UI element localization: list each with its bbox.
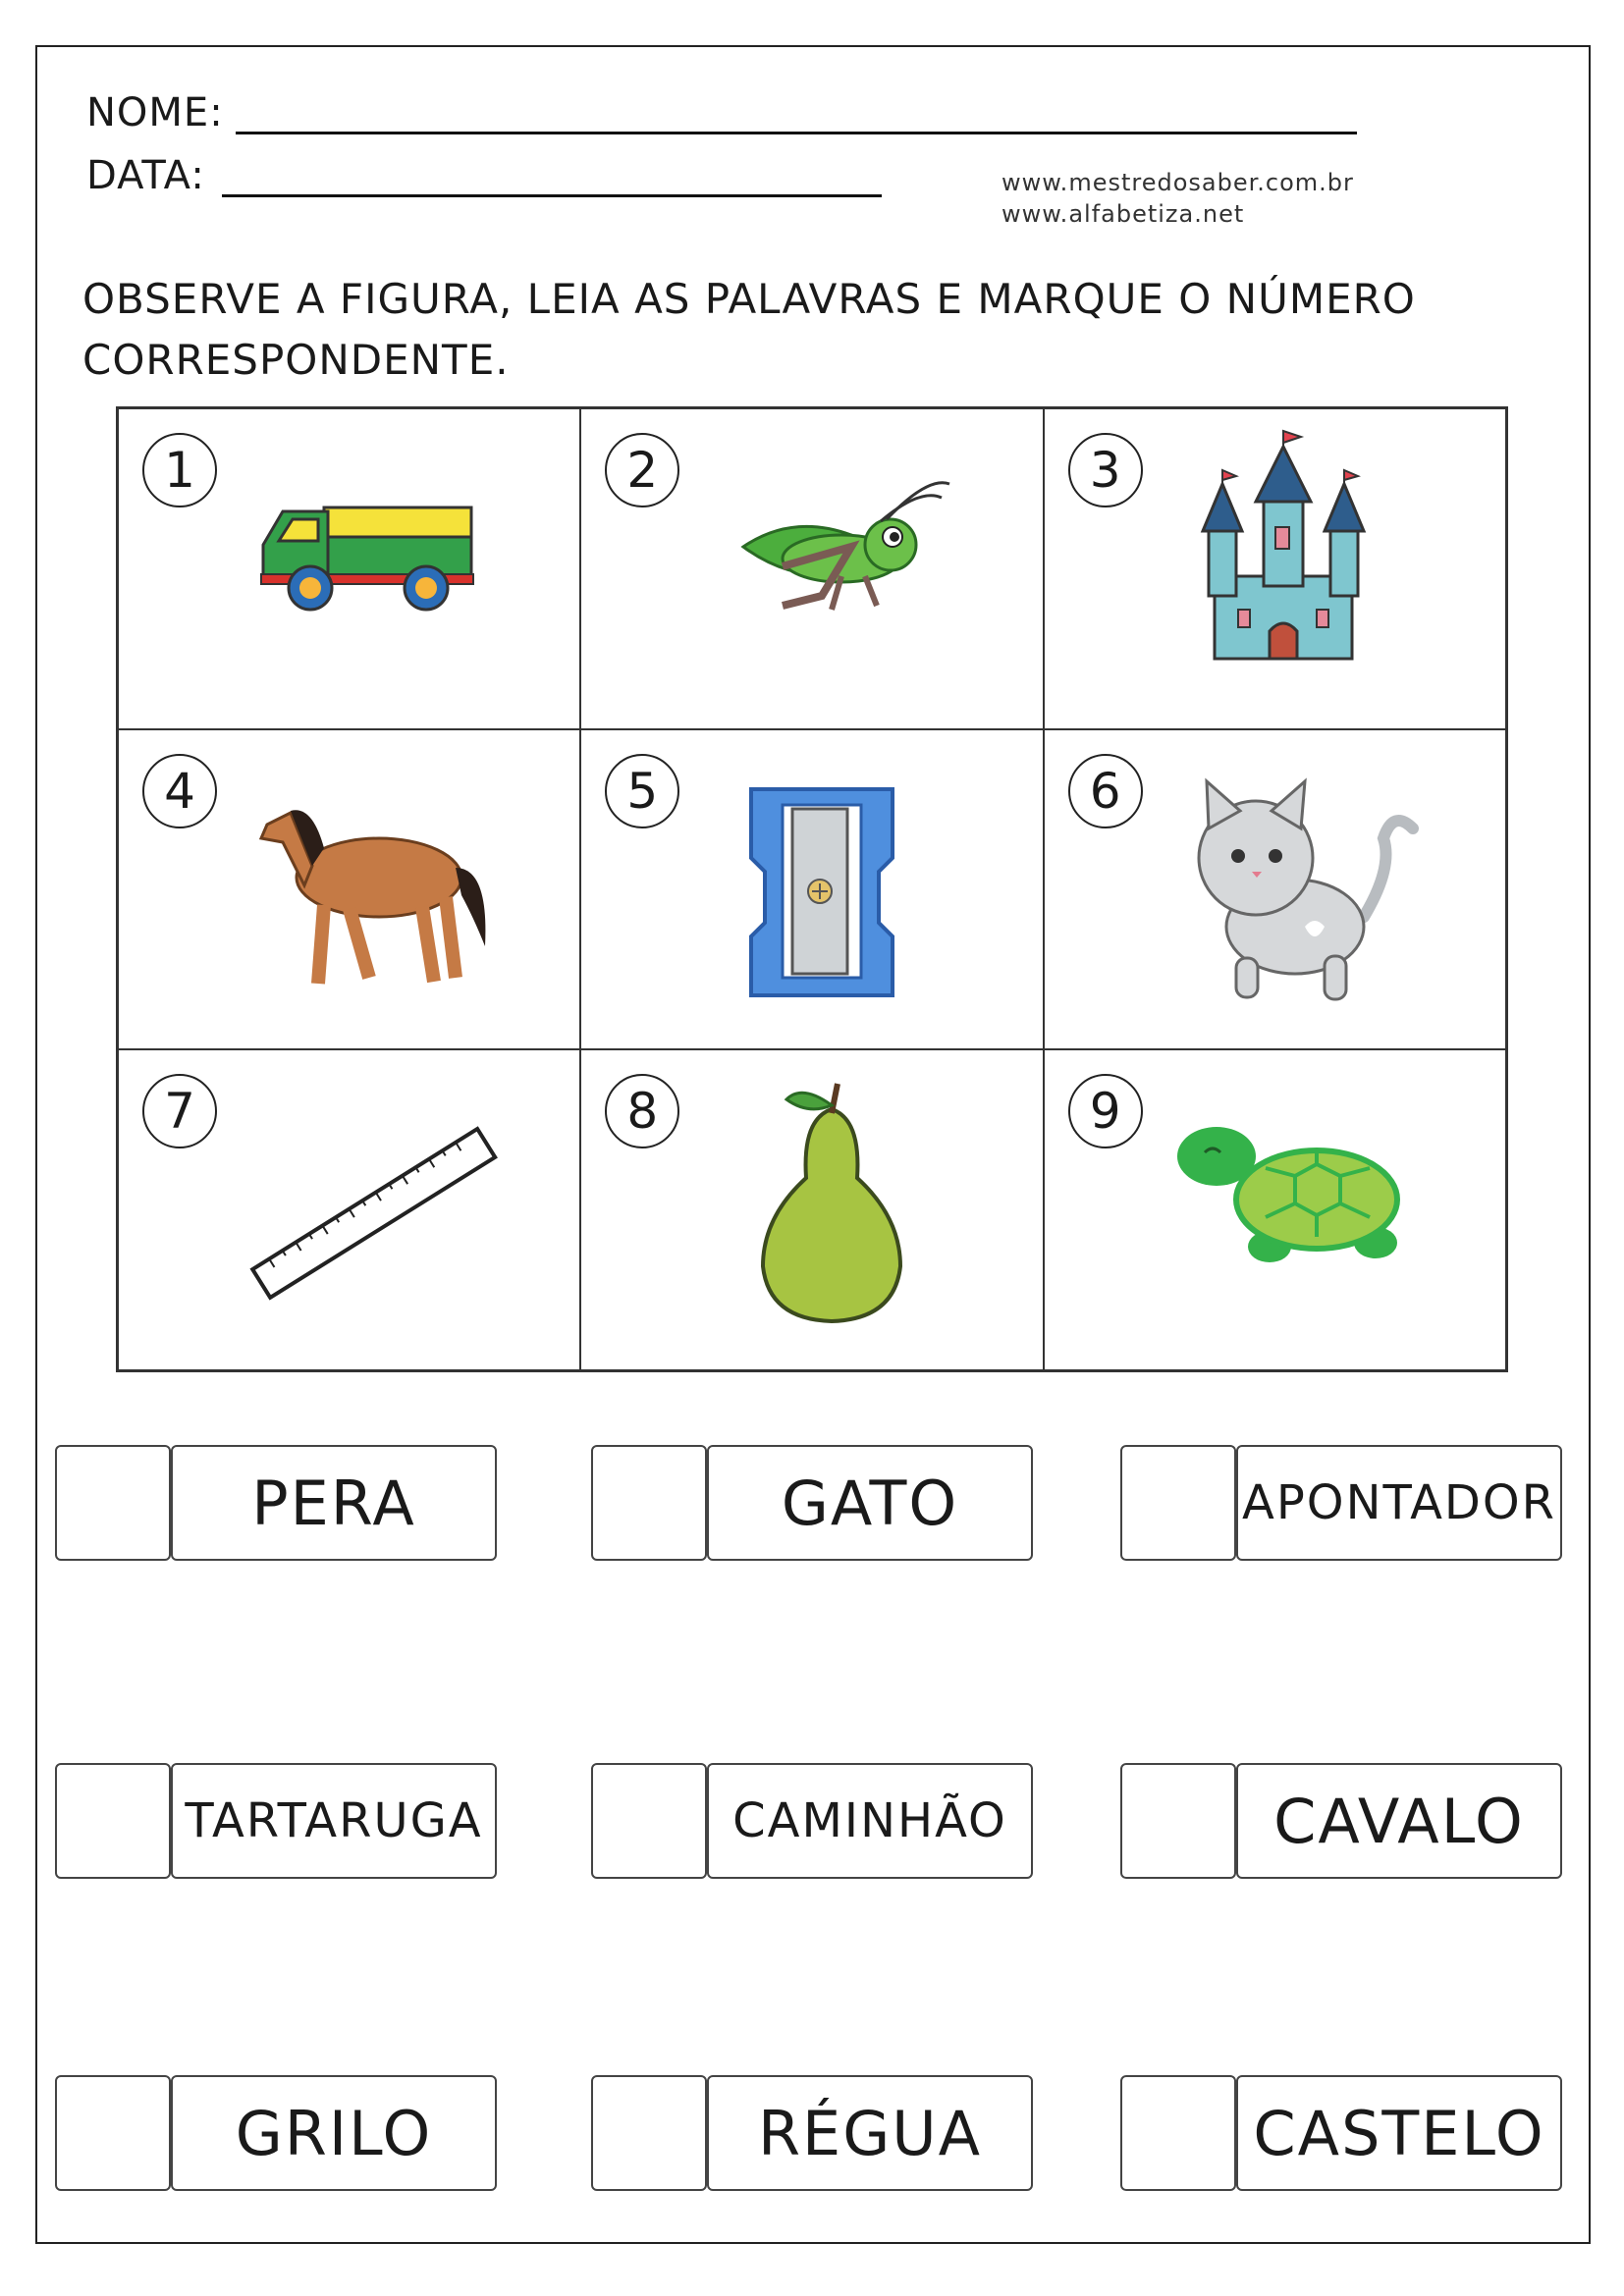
site-url-1: www.mestredosaber.com.br [1001,169,1354,196]
picture-cell-3 [1044,408,1506,729]
horse-icon [222,750,536,1035]
number-badge: 7 [142,1074,217,1148]
name-label: NOME: [86,90,224,135]
word-label: CAMINHÃO [707,1763,1033,1879]
word-match-row [591,2075,1033,2191]
pencil-sharpener-icon [684,750,999,1035]
number-badge: 2 [605,433,679,507]
word-label: CAVALO [1236,1763,1562,1879]
turtle-icon [1148,1070,1462,1355]
word-match-row [1120,1763,1562,1879]
name-line[interactable] [236,132,1357,134]
word-label: GATO [707,1445,1033,1561]
date-line[interactable] [222,194,882,197]
word-label: TARTARUGA [171,1763,497,1879]
ruler-icon [222,1070,536,1355]
answer-box[interactable] [591,1763,707,1879]
answer-box[interactable] [1120,2075,1236,2191]
answer-box[interactable] [591,2075,707,2191]
pear-icon [684,1070,999,1355]
word-match-row [1120,2075,1562,2191]
number-badge: 4 [142,754,217,828]
answer-box[interactable] [55,1445,171,1561]
picture-cell-2 [580,408,1043,729]
instruction-text: OBSERVE A FIGURA, LEIA AS PALAVRAS E MARQUE O NÚMERO CORRESPONDENTE. [82,275,1416,384]
word-label: PERA [171,1445,497,1561]
picture-grid [116,406,1508,1372]
word-label: CASTELO [1236,2075,1562,2191]
answer-box[interactable] [1120,1763,1236,1879]
word-label: APONTADOR [1236,1445,1562,1561]
answer-box[interactable] [55,2075,171,2191]
word-label: RÉGUA [707,2075,1033,2191]
truck-icon [222,429,536,714]
word-match-row [55,1445,497,1561]
cat-icon [1148,750,1462,1035]
number-badge: 6 [1068,754,1143,828]
castle-icon [1148,429,1462,714]
answer-box[interactable] [1120,1445,1236,1561]
picture-cell-4 [118,729,580,1050]
answer-box[interactable] [55,1763,171,1879]
word-match-row [1120,1445,1562,1561]
picture-cell-9 [1044,1049,1506,1370]
word-match-row [55,2075,497,2191]
picture-cell-5 [580,729,1043,1050]
number-badge: 8 [605,1074,679,1148]
word-match-row [55,1763,497,1879]
site-url-2: www.alfabetiza.net [1001,200,1245,228]
picture-cell-1 [118,408,580,729]
picture-cell-7 [118,1049,580,1370]
picture-cell-8 [580,1049,1043,1370]
date-label: DATA: [86,153,205,198]
word-match-row [591,1445,1033,1561]
answer-box[interactable] [591,1445,707,1561]
number-badge: 3 [1068,433,1143,507]
number-badge: 9 [1068,1074,1143,1148]
number-badge: 1 [142,433,217,507]
word-label: GRILO [171,2075,497,2191]
picture-cell-6 [1044,729,1506,1050]
grasshopper-icon [684,429,999,714]
word-match-row [591,1763,1033,1879]
number-badge: 5 [605,754,679,828]
